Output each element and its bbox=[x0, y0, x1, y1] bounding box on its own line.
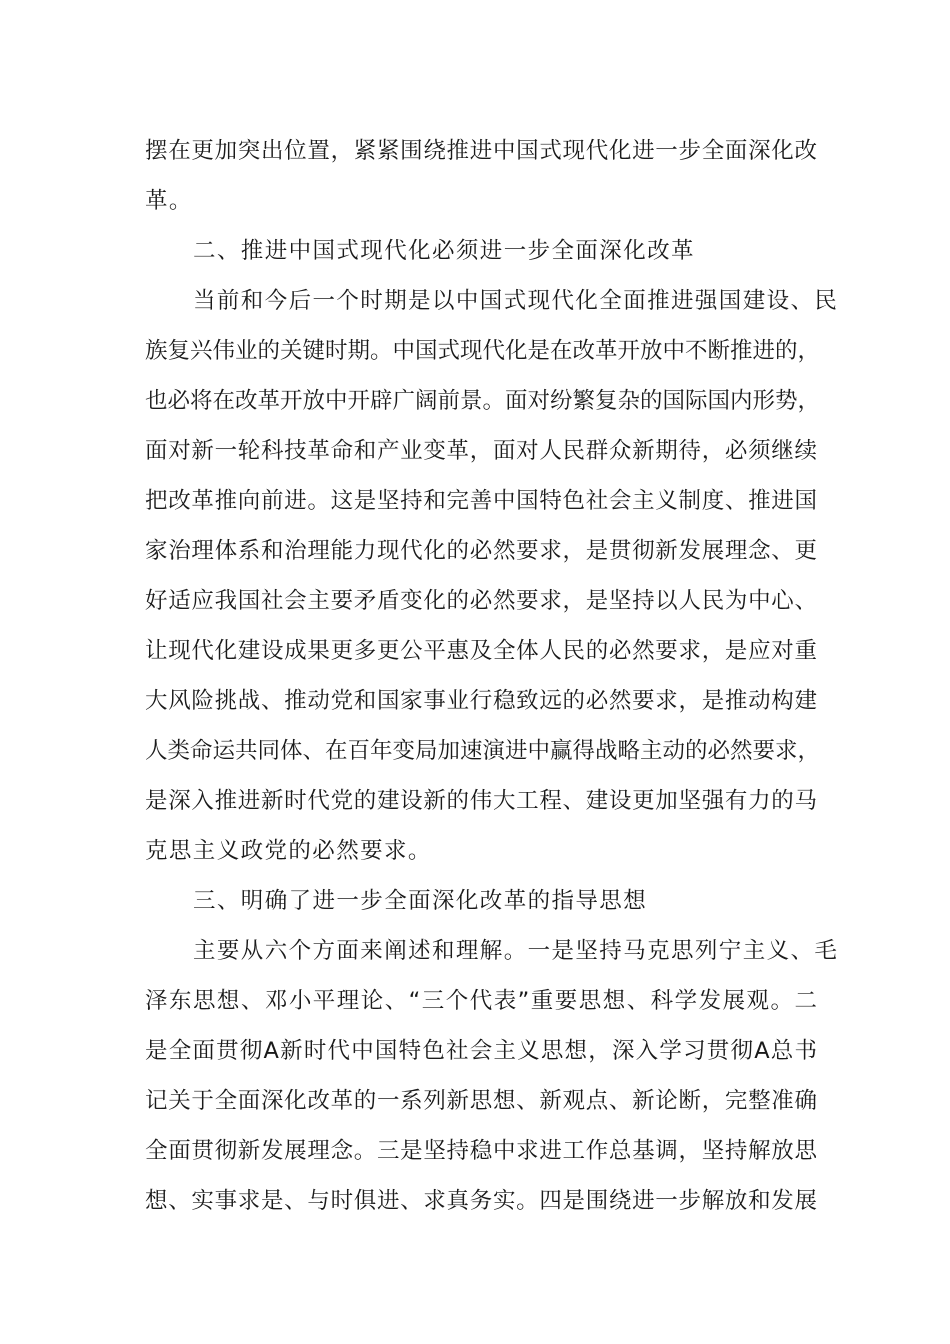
section-heading-2: 二、推进中国式现代化必须进一步全面深化改革 bbox=[193, 238, 695, 264]
paragraph-line: 家治理体系和治理能力现代化的必然要求，是贯彻新发展理念、更 bbox=[145, 538, 817, 564]
paragraph-line: 把改革推向前进。这是坚持和完善中国特色社会主义制度、推进国 bbox=[145, 488, 817, 514]
paragraph-line: 摆在更加突出位置，紧紧围绕推进中国式现代化进一步全面深化改 bbox=[145, 138, 817, 164]
paragraph-line: 革。 bbox=[145, 188, 193, 214]
section-heading-3: 三、明确了进一步全面深化改革的指导思想 bbox=[193, 888, 648, 914]
paragraph-line: 族复兴伟业的关键时期。中国式现代化是在改革开放中不断推进的， bbox=[145, 338, 821, 364]
paragraph-line: 全面贯彻新发展理念。三是坚持稳中求进工作总基调，坚持解放思 bbox=[145, 1138, 817, 1164]
paragraph-line: 是全面贯彻A新时代中国特色社会主义思想，深入学习贯彻A总书 bbox=[145, 1038, 817, 1064]
paragraph-line: 好适应我国社会主要矛盾变化的必然要求，是坚持以人民为中心、 bbox=[145, 588, 817, 614]
paragraph-line: 是深入推进新时代党的建设新的伟大工程、建设更加坚强有力的马 bbox=[145, 788, 817, 814]
paragraph-line: 当前和今后一个时期是以中国式现代化全面推进强国建设、民 bbox=[193, 288, 839, 314]
paragraph-line: 让现代化建设成果更多更公平惠及全体人民的必然要求，是应对重 bbox=[145, 638, 817, 664]
paragraph-line: 克思主义政党的必然要求。 bbox=[145, 838, 432, 864]
paragraph-line: 泽东思想、邓小平理论、“三个代表”重要思想、科学发展观。二 bbox=[145, 988, 817, 1014]
paragraph-line: 大风险挑战、推动党和国家事业行稳致远的必然要求，是推动构建 bbox=[145, 688, 817, 714]
paragraph-line: 主要从六个方面来阐述和理解。一是坚持马克思列宁主义、毛 bbox=[193, 938, 839, 964]
paragraph-line: 面对新一轮科技革命和产业变革，面对人民群众新期待，必须继续 bbox=[145, 438, 817, 464]
paragraph-line: 也必将在改革开放中开辟广阔前景。面对纷繁复杂的国际国内形势， bbox=[145, 388, 821, 414]
paragraph-line: 人类命运共同体、在百年变局加速演进中赢得战略主动的必然要求， bbox=[145, 738, 821, 764]
paragraph-line: 想、实事求是、与时俱进、求真务实。四是围绕进一步解放和发展 bbox=[145, 1188, 817, 1214]
paragraph-line: 记关于全面深化改革的一系列新思想、新观点、新论断，完整准确 bbox=[145, 1088, 817, 1114]
